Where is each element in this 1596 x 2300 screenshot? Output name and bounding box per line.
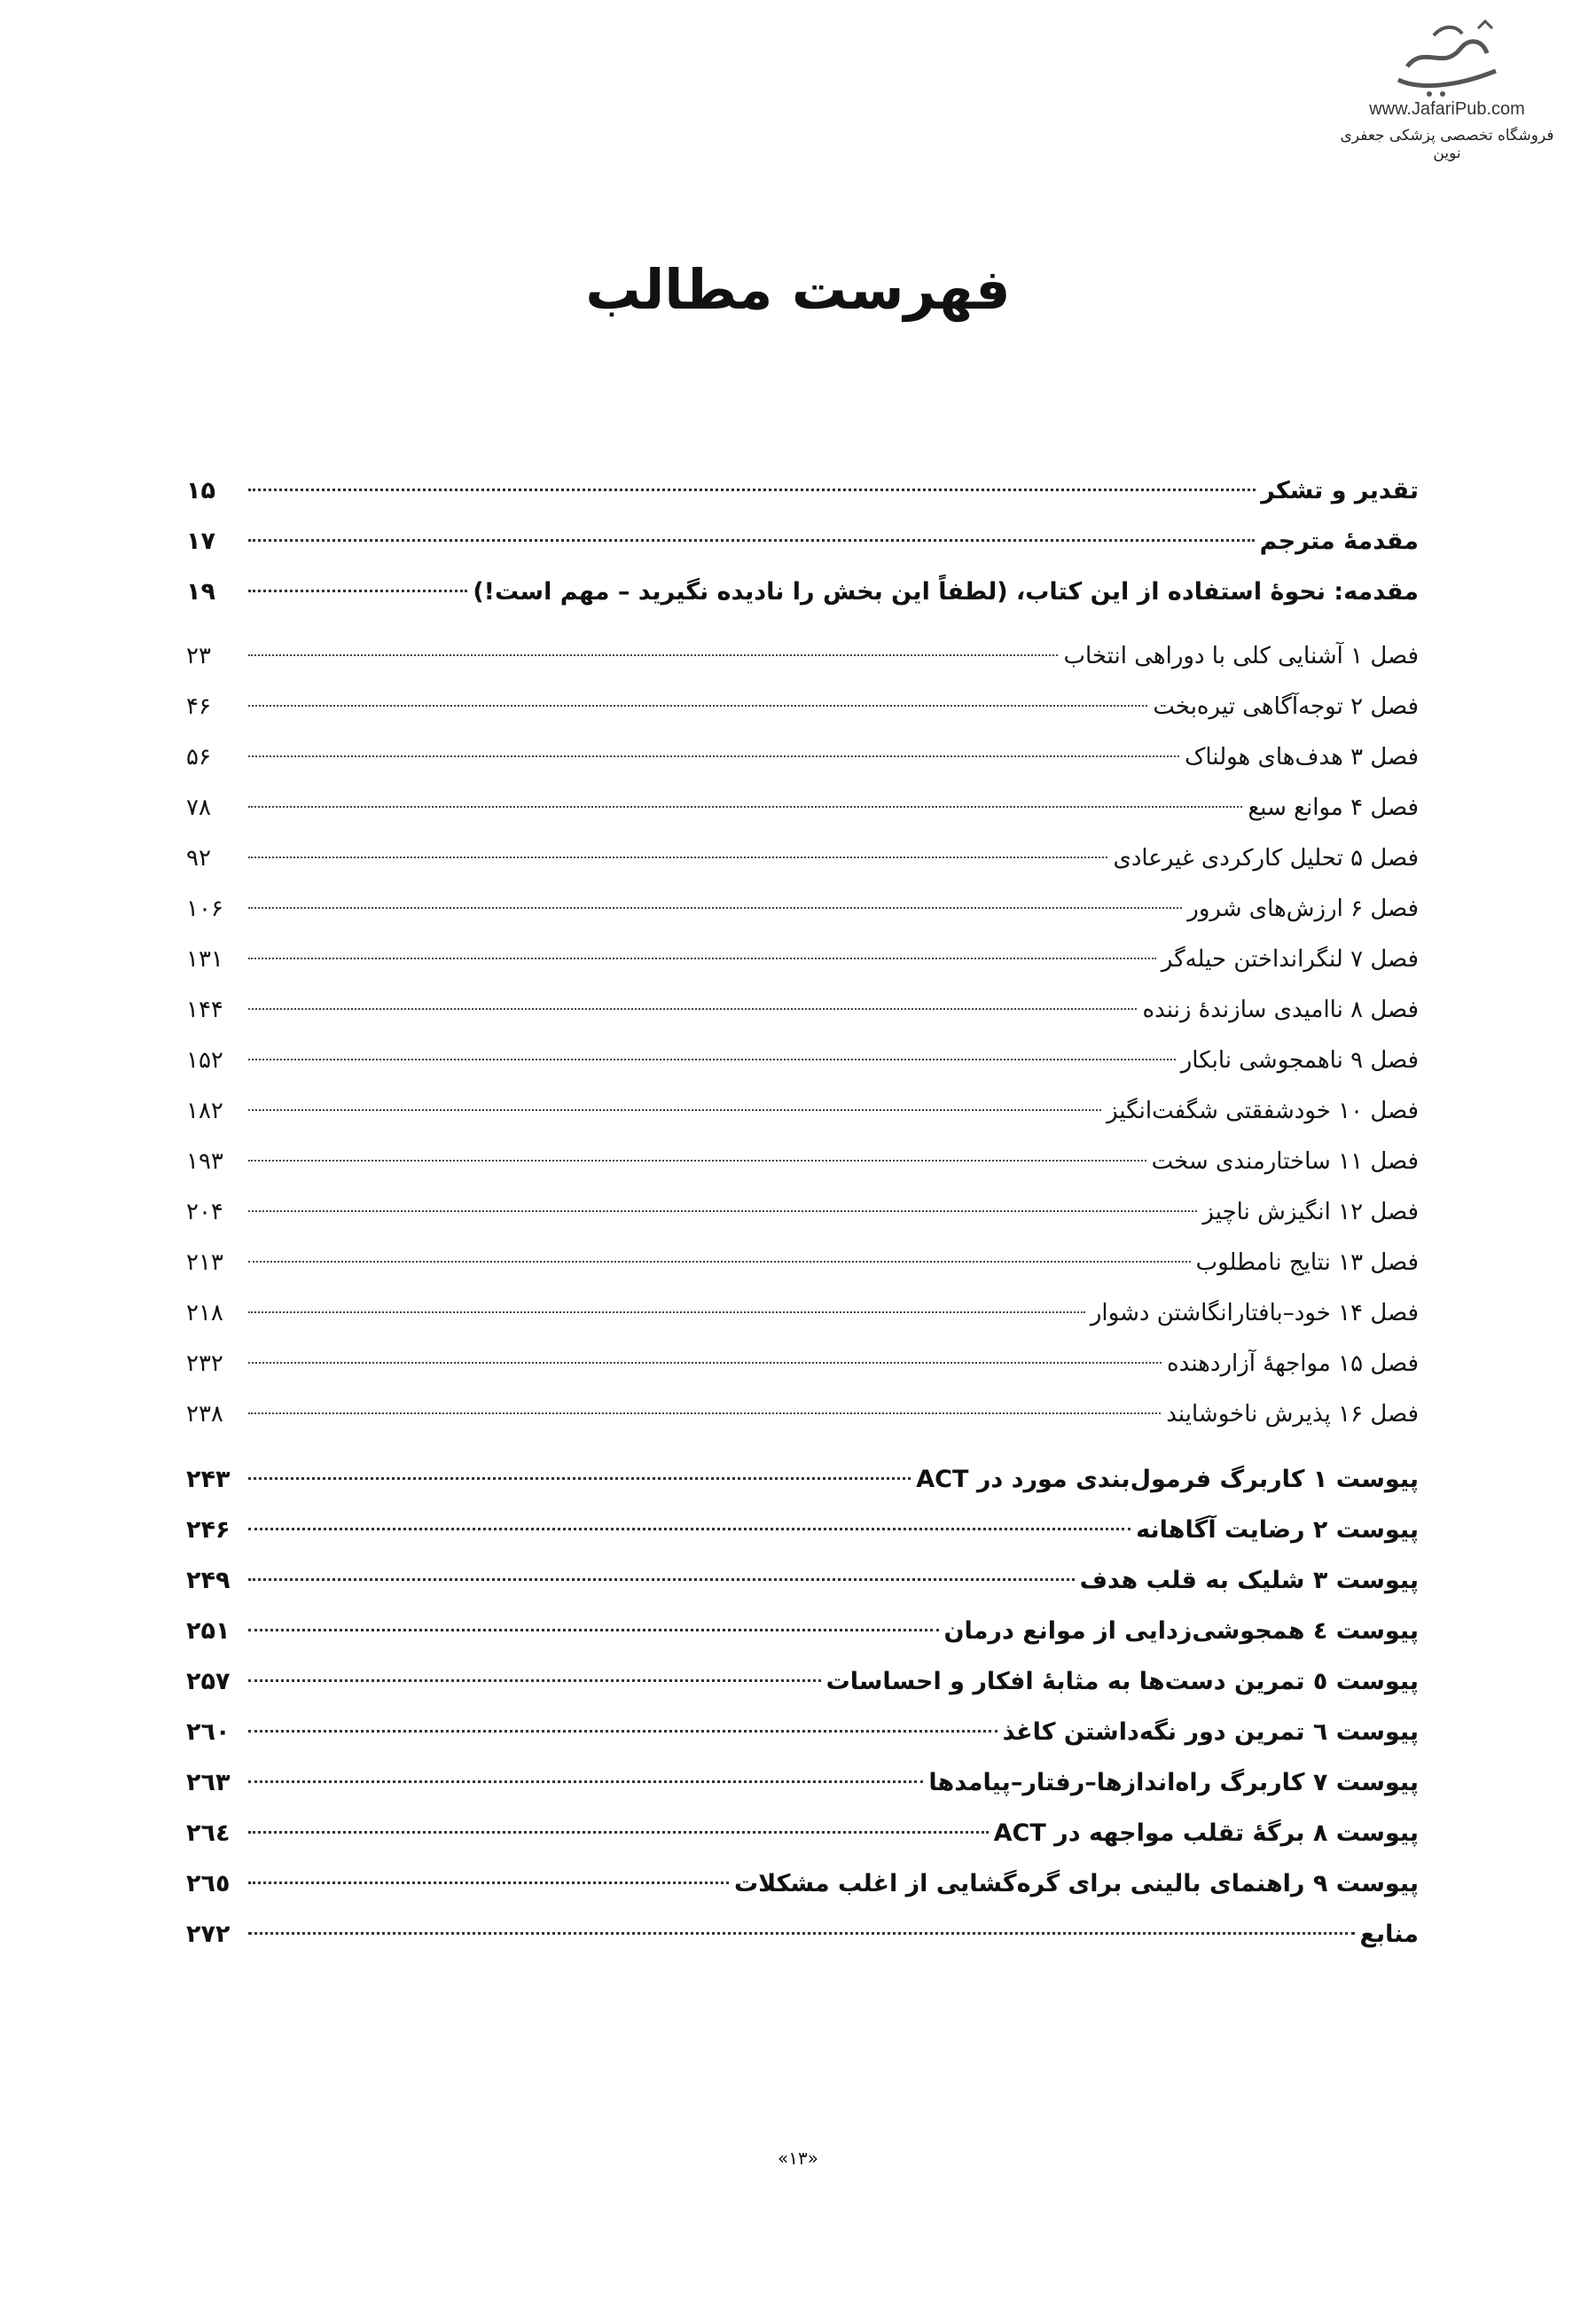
toc-entry xyxy=(186,1466,1419,1516)
toc-entry xyxy=(186,1350,1419,1401)
toc-entry-label: فصل ۱۰ خودشفقتی شگفت‌انگیز xyxy=(1107,1098,1419,1124)
dot-leader xyxy=(248,1210,1197,1212)
toc-entry-label: فصل ۶ ارزش‌های شرور xyxy=(1187,896,1419,922)
chapters-list xyxy=(186,643,1419,1451)
toc-entry-page: ۲۴۶ xyxy=(186,1516,231,1544)
toc-entry-label: پیوست ۲ رضایت آگاهانه xyxy=(1136,1516,1419,1544)
toc-entry xyxy=(186,1401,1419,1451)
toc-entry-label: مقدمه: نحوهٔ استفاده از این کتاب، (لطفاً این بخش را نادیده نگیرید – مهم است!) xyxy=(473,578,1419,606)
toc-entry xyxy=(186,643,1419,693)
dot-leader xyxy=(248,1477,911,1480)
toc-entry xyxy=(186,1617,1419,1668)
dot-leader xyxy=(248,1059,1176,1060)
toc-entry-label: فصل ۳ هدف‌های هولناک xyxy=(1185,744,1419,771)
toc-entry xyxy=(186,1567,1419,1617)
toc-entry-page: ۲۴۹ xyxy=(186,1567,231,1594)
dot-leader xyxy=(248,1932,1355,1935)
dot-leader xyxy=(248,1831,989,1834)
toc-entry-page: ۲۵۱ xyxy=(186,1617,231,1645)
toc-entry-label: فصل ۲ توجه‌آگاهی تیره‌بخت xyxy=(1153,693,1419,720)
dot-leader xyxy=(248,1881,729,1884)
toc-entry-label: منابع xyxy=(1359,1921,1419,1948)
toc-entry xyxy=(186,1047,1419,1098)
toc-entry-page: ۲٦٤ xyxy=(186,1819,231,1847)
logo-caption: فروشگاه تخصصی پزشکی جعفری نوین xyxy=(1340,127,1554,162)
toc-entry-label: پیوست ۹ راهنمای بالینی برای گره‌گشایی از اغلب مشکلات xyxy=(734,1870,1419,1897)
toc-entry-label: پیوست ۷ کاربرگ راه‌اندازها–رفتار–پیامدها xyxy=(928,1769,1419,1796)
toc-entry xyxy=(186,1098,1419,1148)
toc-entry-page: ۱۸۲ xyxy=(186,1098,223,1124)
toc-entry xyxy=(186,946,1419,997)
toc-entry-page: ۲۵۷ xyxy=(186,1668,231,1695)
dot-leader xyxy=(248,654,1058,656)
toc-entry-label: پیوست ۸ برگهٔ تقلب مواجهه در ACT xyxy=(993,1819,1419,1847)
toc-entry xyxy=(186,1148,1419,1199)
toc-entry xyxy=(186,693,1419,744)
dot-leader xyxy=(248,958,1156,959)
toc-entry-label: پیوست ٦ تمرین دور نگه‌داشتن کاغذ xyxy=(1002,1718,1419,1746)
dot-leader xyxy=(248,806,1242,808)
toc-entry-page: ۵۶ xyxy=(186,744,211,771)
toc-entry-label: پیوست ۱ کاربرگ فرمول‌بندی مورد در ACT xyxy=(916,1466,1419,1493)
toc-entry-label: پیوست ٥ تمرین دست‌ها به مثابهٔ افکار و احساسات xyxy=(825,1668,1419,1695)
toc-entry xyxy=(186,1300,1419,1350)
toc-entry-page: ۱۹ xyxy=(186,578,215,606)
toc-entry-label: پیوست ۳ شلیک به قلب هدف xyxy=(1079,1567,1419,1594)
dot-leader xyxy=(248,1629,939,1631)
toc-entry-page: ۱۹۳ xyxy=(186,1148,223,1175)
toc-entry-page: ۹۲ xyxy=(186,845,211,872)
toc-entry-page: ۱۰۶ xyxy=(186,896,223,922)
dot-leader xyxy=(248,755,1179,757)
dot-leader xyxy=(248,857,1107,858)
toc-entry-label: فصل ۸ ناامیدی سازندهٔ زننده xyxy=(1142,997,1419,1023)
toc-entry-page: ۲۱۳ xyxy=(186,1249,223,1276)
toc-entry-page: ۷۸ xyxy=(186,794,211,821)
publisher-logo xyxy=(1332,18,1562,162)
toc-entry-page: ۱۷ xyxy=(186,528,215,555)
page-title: فهرست مطالب xyxy=(585,257,1011,322)
toc-entry xyxy=(186,896,1419,946)
dot-leader xyxy=(248,1362,1162,1364)
toc-entry-label: فصل ۱ آشنایی کلی با دوراهی انتخاب xyxy=(1063,643,1419,669)
toc-entry xyxy=(186,1668,1419,1718)
appendices-list xyxy=(186,1466,1419,1971)
table-of-contents xyxy=(186,477,1419,1971)
toc-entry-label: فصل ۱۳ نتایج نامطلوب xyxy=(1195,1249,1419,1276)
toc-entry-page: ۲٦٥ xyxy=(186,1870,231,1897)
toc-entry-page: ۲۱۸ xyxy=(186,1300,223,1326)
dot-leader xyxy=(248,590,467,592)
toc-entry-label: فصل ۱۲ انگیزش ناچیز xyxy=(1202,1199,1419,1225)
toc-entry xyxy=(186,1718,1419,1769)
toc-entry-page: ۱۴۴ xyxy=(186,997,223,1023)
toc-entry-page: ۲۳۲ xyxy=(186,1350,223,1377)
toc-entry-label: فصل ۹ ناهمجوشی نابکار xyxy=(1180,1047,1419,1074)
toc-entry-page: ۲٦۰ xyxy=(186,1718,231,1746)
toc-entry-label: فصل ۴ موانع سبع xyxy=(1248,794,1419,821)
toc-entry xyxy=(186,997,1419,1047)
toc-entry-label: فصل ۱۴ خود–بافتارانگاشتن دشوار xyxy=(1090,1300,1419,1326)
dot-leader xyxy=(248,1679,821,1682)
dot-leader xyxy=(248,1528,1130,1530)
dot-leader xyxy=(248,705,1147,707)
toc-entry xyxy=(186,1199,1419,1249)
dot-leader xyxy=(248,1412,1161,1414)
toc-entry xyxy=(186,1249,1419,1300)
toc-entry-page: ۴۶ xyxy=(186,693,211,720)
dot-leader xyxy=(248,1160,1146,1162)
toc-entry xyxy=(186,477,1419,528)
toc-entry-page: ۲٦۳ xyxy=(186,1769,231,1796)
toc-entry-label: مقدمهٔ مترجم xyxy=(1259,528,1419,555)
toc-entry-label: فصل ۱۱ ساختارمندی سخت xyxy=(1151,1148,1419,1175)
dot-leader xyxy=(248,1730,998,1733)
toc-entry xyxy=(186,1870,1419,1921)
dot-leader xyxy=(248,1780,923,1783)
toc-entry-page: ۲۴۳ xyxy=(186,1466,231,1493)
logo-url: www.JafariPub.com xyxy=(1369,99,1525,119)
dot-leader xyxy=(248,1311,1085,1313)
toc-entry-page: ۱۳۱ xyxy=(186,946,223,973)
toc-entry-label: تقدیر و تشکر xyxy=(1261,477,1419,505)
dot-leader xyxy=(248,1578,1075,1581)
dot-leader xyxy=(248,1261,1191,1263)
toc-entry-label: پیوست ٤ همجوشی‌زدایی از موانع درمان xyxy=(943,1617,1419,1645)
toc-entry-label: فصل ۵ تحلیل کارکردی غیرعادی xyxy=(1113,845,1419,872)
toc-entry xyxy=(186,1921,1419,1971)
toc-entry-page: ۲۳ xyxy=(186,643,211,669)
toc-entry-label: فصل ۱۵ مواجههٔ آزاردهنده xyxy=(1167,1350,1419,1377)
jafari-calligraphy-icon xyxy=(1381,18,1514,98)
toc-entry-page: ۲۰۴ xyxy=(186,1199,223,1225)
toc-entry xyxy=(186,578,1419,629)
toc-entry xyxy=(186,1516,1419,1567)
dot-leader xyxy=(248,907,1182,909)
toc-entry-page: ۲۳۸ xyxy=(186,1401,223,1428)
toc-entry xyxy=(186,528,1419,578)
page-number: «۱۳» xyxy=(778,2147,818,2169)
toc-entry xyxy=(186,1819,1419,1870)
toc-entry xyxy=(186,1769,1419,1819)
toc-entry-page: ۱۵۲ xyxy=(186,1047,223,1074)
toc-entry xyxy=(186,794,1419,845)
toc-entry xyxy=(186,744,1419,794)
toc-entry-page: ۱۵ xyxy=(186,477,215,505)
dot-leader xyxy=(248,1109,1101,1111)
dot-leader xyxy=(248,539,1255,542)
toc-entry-label: فصل ۷ لنگرانداختن حیله‌گر xyxy=(1161,946,1419,973)
toc-entry-page: ۲۷۲ xyxy=(186,1921,231,1948)
front-matter-list xyxy=(186,477,1419,629)
dot-leader xyxy=(248,1008,1137,1010)
toc-entry xyxy=(186,845,1419,896)
toc-entry-label: فصل ۱۶ پذیرش ناخوشایند xyxy=(1166,1401,1419,1428)
dot-leader xyxy=(248,489,1256,491)
